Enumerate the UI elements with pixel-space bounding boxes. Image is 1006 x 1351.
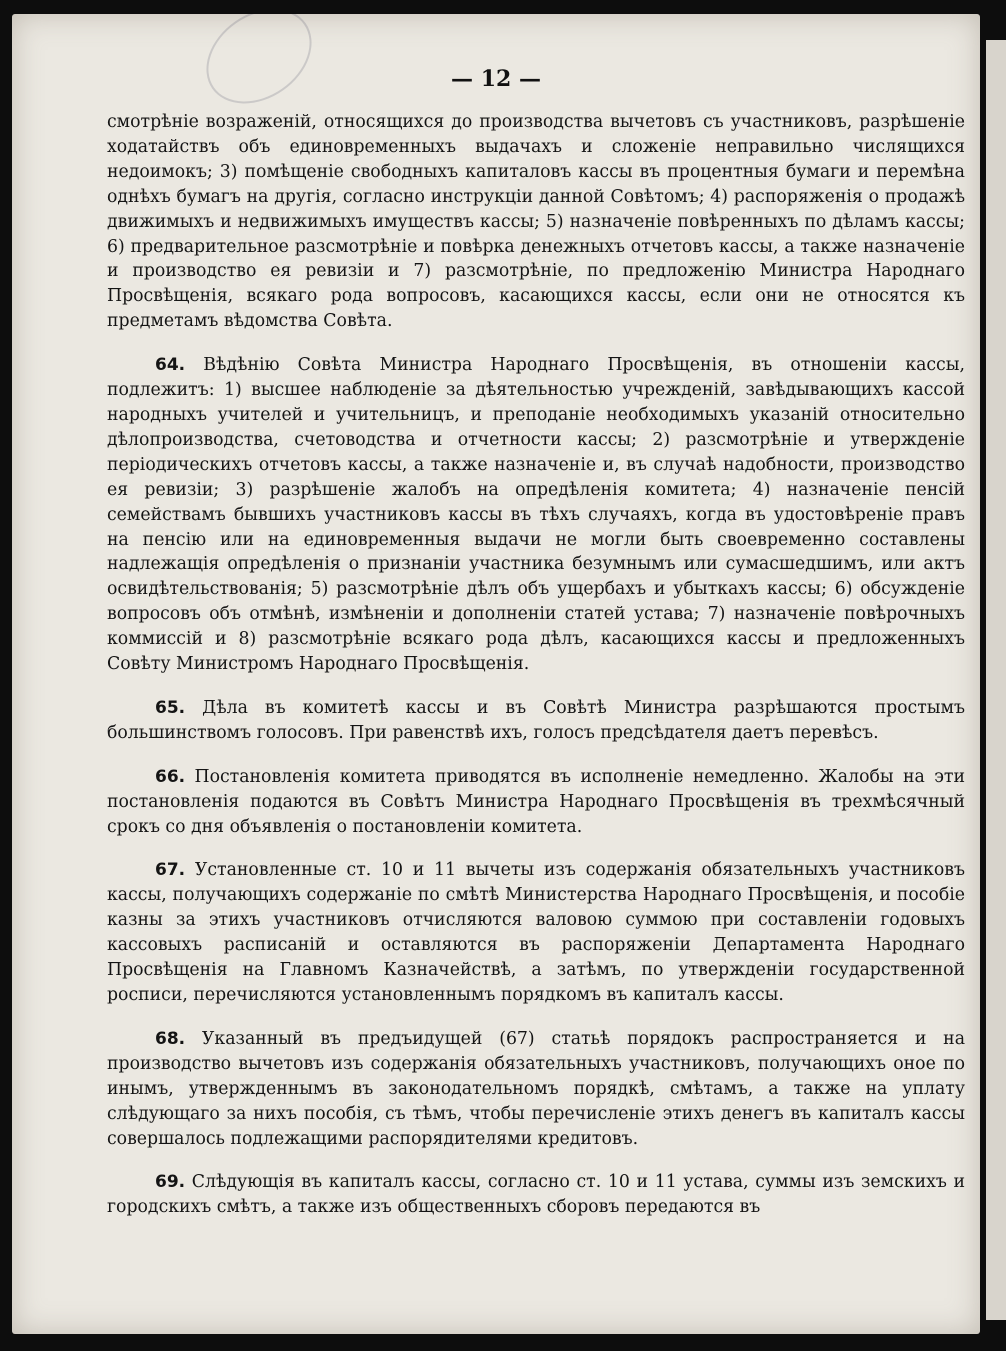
article-68 bbox=[107, 1027, 965, 1152]
paragraph-text: смотрѣніе возраженій, относящихся до производства вычетовъ съ участниковъ, разрѣшеніе ходатайствъ объ единовременныхъ выдачахъ и сложеніе неправильно числящихся недоимокъ; 3) помѣщеніе свободныхъ капиталовъ кассы въ процентныя бумаги и перемѣна однѣхъ бумагъ на другія, согласно инструкціи данной Совѣтомъ; 4) распоряженія о продажѣ движимыхъ и недвижимыхъ имуществъ кассы; 5) назначеніе повѣренныхъ по дѣламъ кассы; 6) предварительное разсмотрѣніе и повѣрка денежныхъ отчетовъ кассы, а также назначеніе и производство ея ревизіи и 7) разсмотрѣніе, по предложенію Министра Народнаго Просвѣщенія, всякаго рода вопросовъ, касающихся кассы, если они не относятся къ предметамъ вѣдомства Совѣта. bbox=[107, 112, 965, 332]
article-number: 64. bbox=[155, 355, 186, 376]
article-67 bbox=[107, 858, 965, 1007]
article-number: 68. bbox=[155, 1028, 186, 1049]
page-number: — 12 — bbox=[451, 66, 541, 92]
article-number: 69. bbox=[155, 1172, 186, 1193]
paragraph-continuation bbox=[107, 110, 965, 334]
article-number: 66. bbox=[155, 766, 186, 787]
article-69 bbox=[107, 1170, 965, 1220]
article-64 bbox=[107, 353, 965, 677]
paragraph-text: Вѣдѣнію Совѣта Министра Народнаго Просвѣщенія, въ отношеніи кассы, подлежитъ: 1) высшее наблюденіе за дѣятельностью учрежденій, завѣдывающихъ кассой народныхъ учителей и учительницъ, и преподаніе необходимыхъ указаній относительно дѣлопроизводства, счетоводства и отчетности кассы; 2) разсмотрѣніе и утвержденіе періодическихъ отчетовъ кассы, а также назначеніе и, въ случаѣ надобности, производство ея ревизіи; 3) разрѣшеніе жалобъ на опредѣленія комитета; 4) назначеніе пенсій семействамъ бывшихъ участниковъ кассы въ тѣхъ случаяхъ, когда въ удостовѣреніе правъ на пенсію или на единовременныя выдачи не могли быть своевременно составлены надлежащія опредѣленія о признаніи участника безумнымъ или сумасшедшимъ, или актъ освидѣтельствованія; 5) разсмотрѣніе дѣлъ объ ущербахъ и убыткахъ кассы; 6) обсужденіе вопросовъ объ отмѣнѣ, измѣненіи и дополненіи статей устава; 7) назначеніе повѣрочныхъ коммиссій и 8) разсмотрѣніе всякаго рода дѣлъ, касающихся кассы и предложенныхъ Совѣту Министромъ Народнаго Просвѣщенія. bbox=[107, 355, 965, 675]
article-number: 67. bbox=[155, 860, 186, 881]
article-number: 65. bbox=[155, 697, 186, 718]
body-text bbox=[107, 110, 965, 1239]
paragraph-text: Дѣла въ комитетѣ кассы и въ Совѣтѣ Министра разрѣшаются простымъ большинствомъ голосовъ. При равенствѣ ихъ, голосъ предсѣдателя даетъ перевѣсъ. bbox=[107, 697, 965, 743]
paragraph-text: Слѣдующія въ капиталъ кассы, согласно ст. 10 и 11 устава, суммы изъ земскихъ и городскихъ смѣтъ, а также изъ общественныхъ сборовъ передаются въ bbox=[107, 1172, 966, 1218]
article-65 bbox=[107, 696, 965, 746]
paragraph-text: Установленные ст. 10 и 11 вычеты изъ содержанія обязательныхъ участниковъ кассы, получающихъ содержаніе по смѣтѣ Министерства Народнаго Просвѣщенія, и пособіе казны за этихъ участниковъ отчисляются валовою суммою при составленіи годовыхъ кассовыхъ расписаній и оставляются въ распоряженіи Департамента Народнаго Просвѣщенія на Главномъ Казначействѣ, а затѣмъ, по утвержденіи государственной росписи, перечисляются установленнымъ порядкомъ въ капиталъ кассы. bbox=[107, 860, 965, 1005]
article-66 bbox=[107, 765, 965, 840]
paragraph-text: Указанный въ предъидущей (67) статьѣ порядокъ распространяется и на производство вычетовъ изъ содержанія обязательныхъ участниковъ, получающихъ оное по инымъ, утвержденнымъ въ законодательномъ порядкѣ, смѣтамъ, а также на уплату слѣдующаго за нихъ пособія, съ тѣмъ, чтобы перечисленіе этихъ денегъ въ капиталъ кассы совершалось подлежащими распорядителями кредитовъ. bbox=[107, 1028, 965, 1149]
adjacent-page-edge bbox=[986, 40, 1006, 1320]
paragraph-text: Постановленія комитета приводятся въ исполненіе немедленно. Жалобы на эти постановленія подаются въ Совѣтъ Министра Народнаго Просвѣщенія въ трехмѣсячный срокъ со дня объявленія о постановленіи комитета. bbox=[107, 766, 965, 837]
document-page bbox=[12, 14, 980, 1334]
